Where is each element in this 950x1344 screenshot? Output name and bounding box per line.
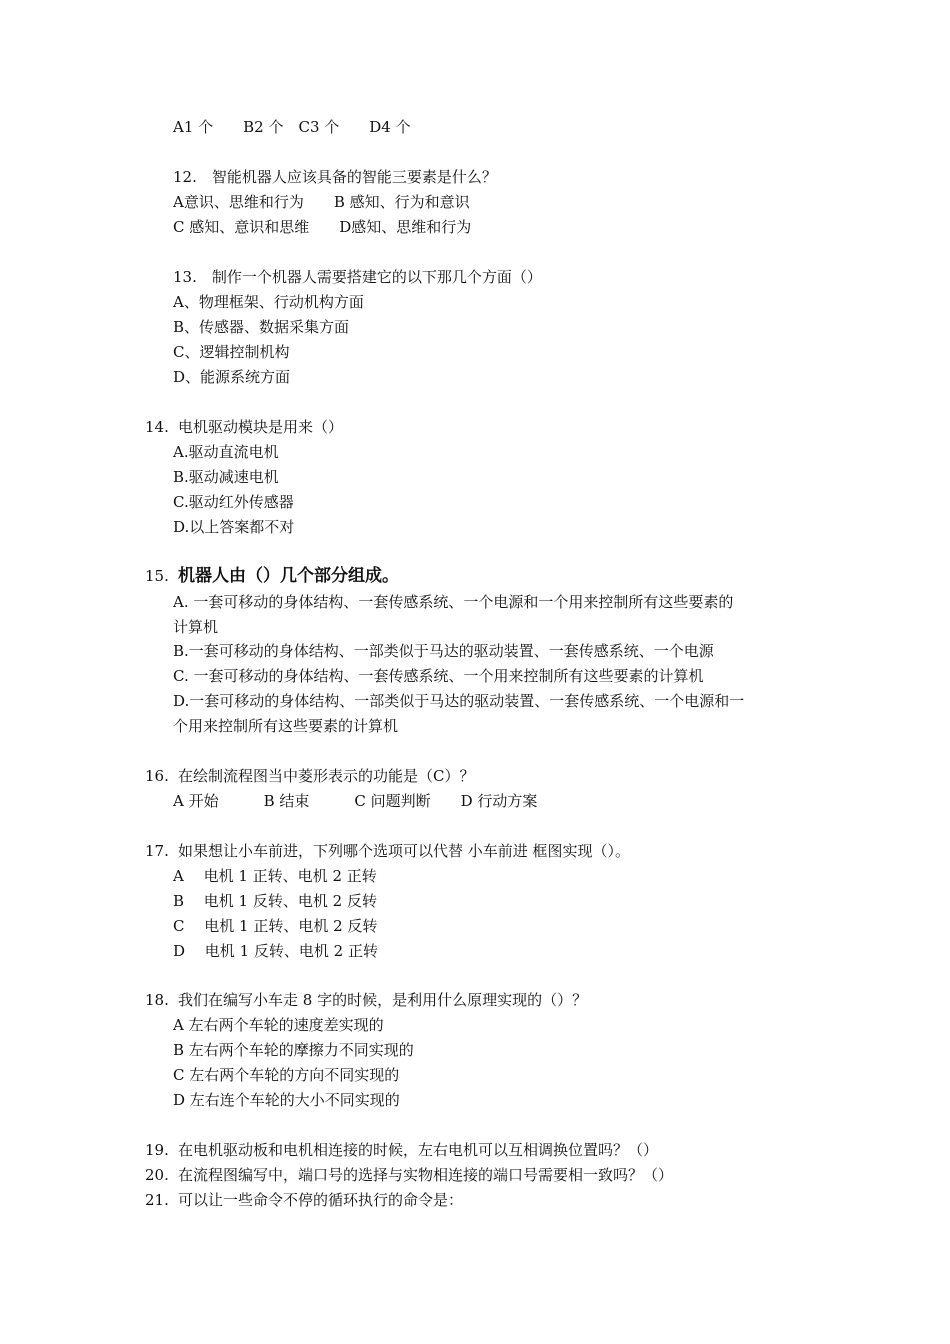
q19-text: 在电机驱动板和电机相连接的时候，左右电机可以互相调换位置吗？（） (178, 1141, 659, 1159)
q16-options: A 开始 B 结束 C 问题判断 D 行动方案 (173, 792, 538, 810)
q12-option-line: C 感知、意识和思维 D感知、思维和行为 (173, 218, 472, 236)
q17-option-c: C 电机 1 正转、电机 2 反转 (173, 917, 378, 935)
q13-option-a: A、物理框架、行动机构方面 (173, 293, 364, 311)
q20-number: 20. (145, 1166, 169, 1184)
q11-options: A1 个 B2 个 C3 个 D4 个 (173, 118, 411, 136)
q19-number: 19. (145, 1141, 169, 1159)
q15-option-line: A. 一套可移动的身体结构、一套传感系统、一个电源和一个用来控制所有这些要素的 (173, 593, 734, 611)
q16-question (145, 764, 474, 789)
q12-title: 12. 智能机器人应该具备的智能三要素是什么？ (173, 168, 497, 186)
q16-text: 在绘制流程图当中菱形表示的功能是（C）？ (178, 767, 475, 785)
q17-option-d: D 电机 1 反转、电机 2 正转 (173, 942, 378, 960)
q15-option-line: C. 一套可移动的身体结构、一套传感系统、一个用来控制所有这些要素的计算机 (173, 667, 704, 685)
q15-question (145, 564, 399, 589)
q15-text: 机器人由（）几个部分组成。 (178, 566, 399, 586)
q14-option-c: C.驱动红外传感器 (173, 493, 294, 511)
q17-number: 17. (145, 842, 169, 860)
q18-option-a: A 左右两个车轮的速度差实现的 (173, 1016, 384, 1034)
q15-option-line: D.一套可移动的身体结构、一部类似于马达的驱动装置、一套传感系统、一个电源和一 (173, 692, 745, 710)
q14-option-a: A.驱动直流电机 (173, 443, 279, 461)
q16-number: 16. (145, 767, 169, 785)
q21-number: 21. (145, 1191, 169, 1209)
q18-text: 我们在编写小车走 8 字的时候，是利用什么原理实现的（）？ (178, 991, 588, 1009)
q12-option-line: A意识、思维和行为 B 感知、行为和意识 (173, 193, 470, 211)
q13-option-b: B、传感器、数据采集方面 (173, 318, 350, 336)
q14-number: 14. (145, 418, 169, 436)
q15-number: 15. (145, 567, 169, 585)
q18-number: 18. (145, 991, 169, 1009)
q15-option-line: 个用来控制所有这些要素的计算机 (173, 717, 399, 735)
q15-option-line: 计算机 (173, 618, 219, 636)
q20-question (145, 1163, 673, 1188)
q15-option-line: B.一套可移动的身体结构、一部类似于马达的驱动装置、一套传感系统、一个电源 (173, 642, 714, 660)
q13-option-c: C、逻辑控制机构 (173, 343, 290, 361)
q17-option-b: B 电机 1 反转、电机 2 反转 (173, 892, 377, 910)
q21-question (145, 1188, 463, 1213)
q19-question (145, 1138, 658, 1163)
q18-question (145, 988, 587, 1013)
q17-question (145, 839, 630, 864)
q21-text: 可以让一些命令不停的循环执行的命令是： (178, 1191, 464, 1209)
q20-text: 在流程图编写中，端口号的选择与实物相连接的端口号需要相一致吗？（） (178, 1166, 674, 1184)
q17-text: 如果想让小车前进，下列哪个选项可以代替 小车前进 框图实现（）。 (178, 842, 631, 860)
q13-title: 13. 制作一个机器人需要搭建它的以下那几个方面（） (173, 268, 542, 286)
q18-option-b: B 左右两个车轮的摩擦力不同实现的 (173, 1041, 414, 1059)
q14-text: 电机驱动模块是用来（） (178, 418, 344, 436)
q14-option-d: D.以上答案都不对 (173, 518, 295, 536)
q18-option-d: D 左右连个车轮的大小不同实现的 (173, 1091, 400, 1109)
q18-option-c: C 左右两个车轮的方向不同实现的 (173, 1066, 400, 1084)
q14-option-b: B.驱动减速电机 (173, 468, 279, 486)
q13-option-d: D、能源系统方面 (173, 368, 291, 386)
q17-option-a: A 电机 1 正转、电机 2 正转 (173, 867, 377, 885)
q14-question (145, 415, 343, 440)
